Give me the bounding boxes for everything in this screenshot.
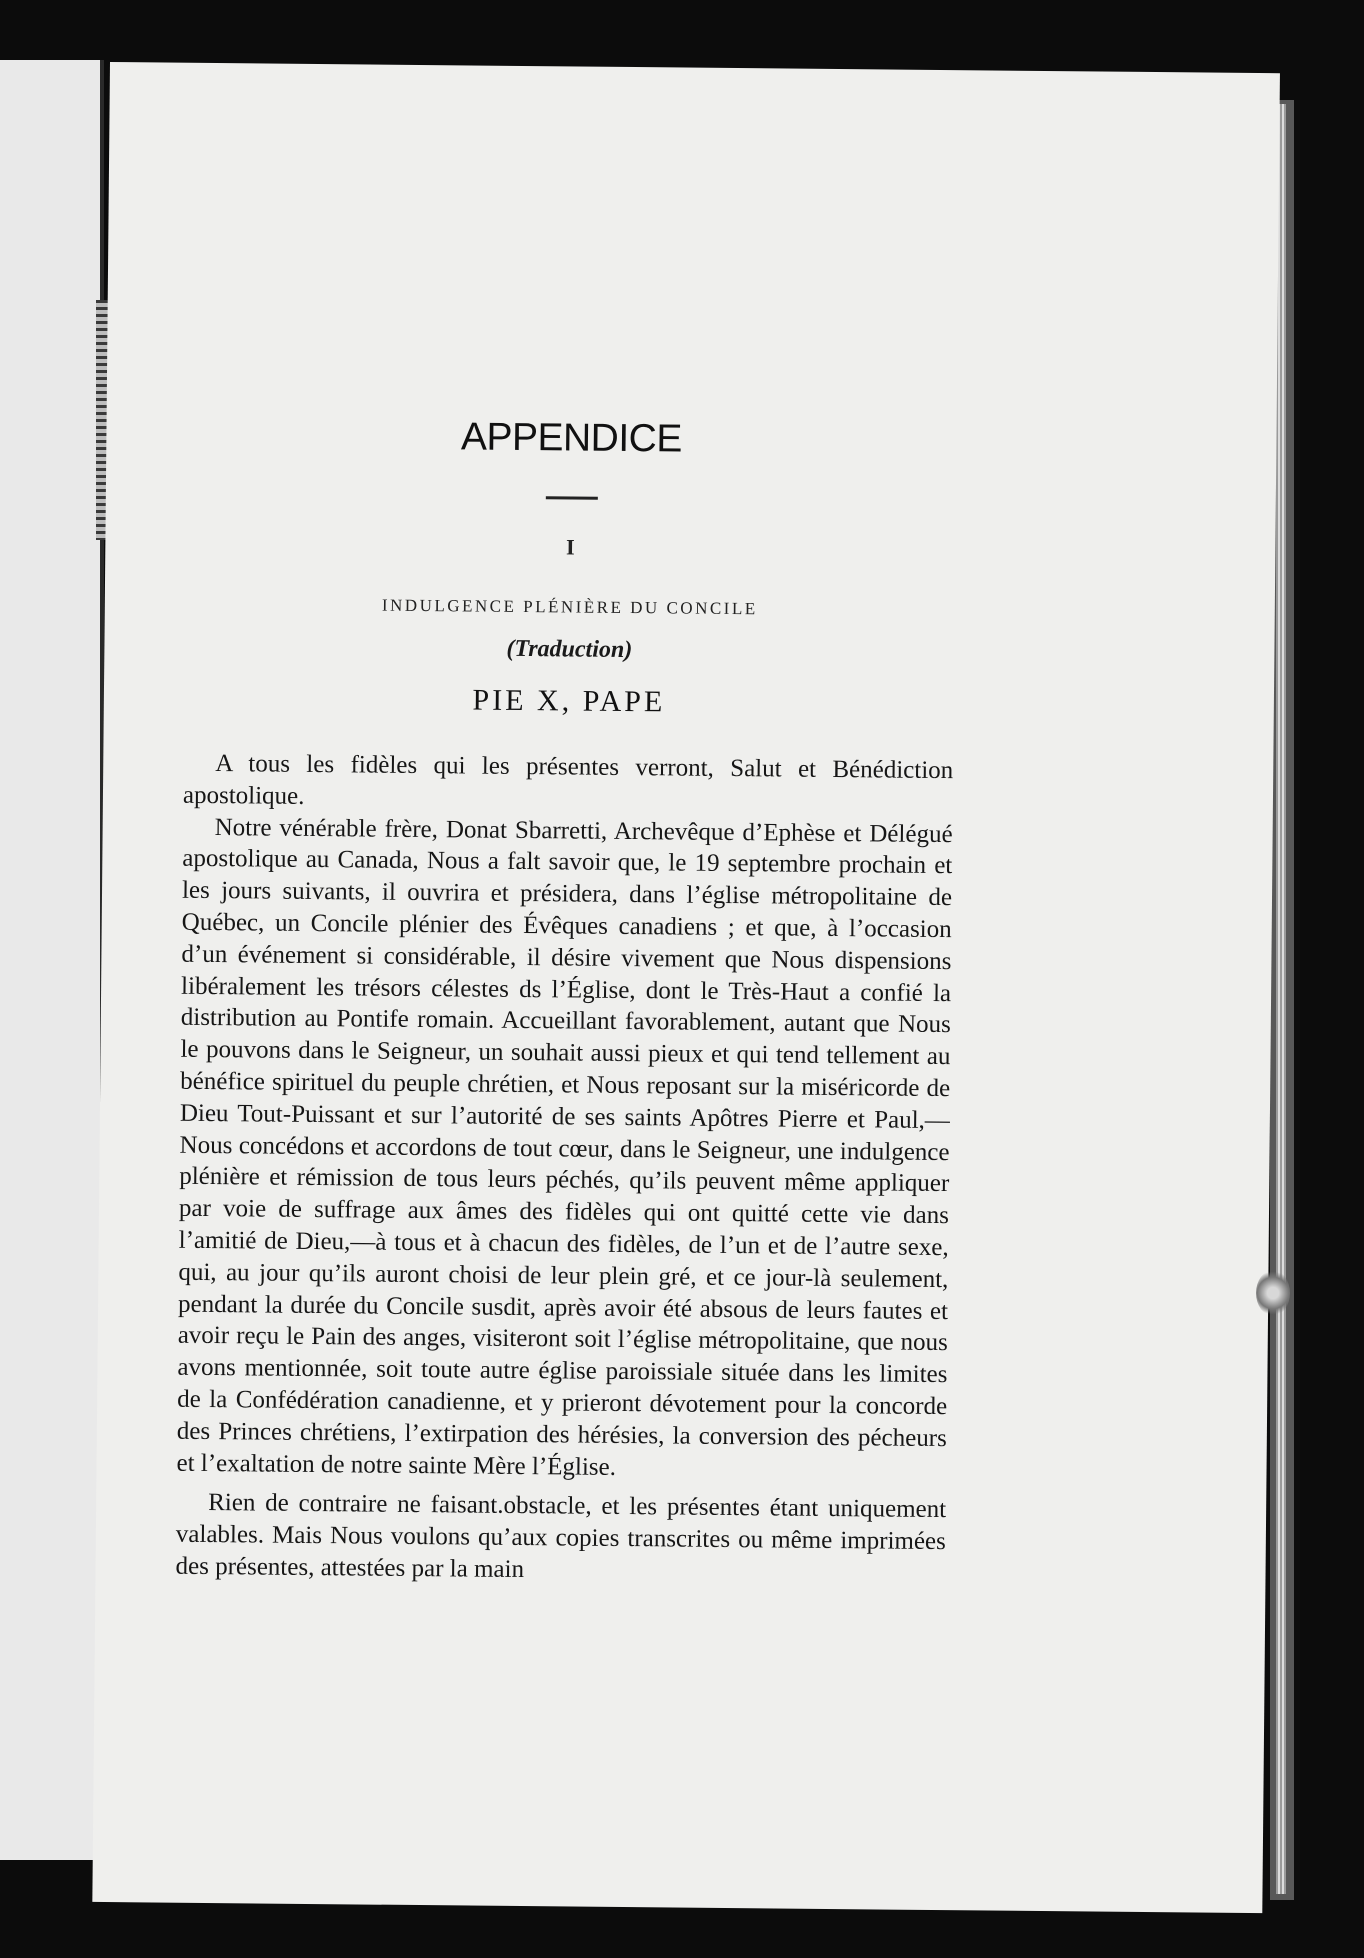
paragraph-closing: Rien de contraire ne faisant.obstacle, et les présentes étant uniquement valables. Mais Nous voulons qu’aux copies transcrites ou même imprimées des présentes, attestées par la main [175, 1489, 947, 1583]
book-page [92, 62, 1280, 1913]
paragraph-salutation: A tous les fidèles qui les présentes verront, Salut et Bénédiction apostolique. [182, 750, 954, 810]
page-content [175, 63, 960, 1583]
section-number: I [565, 534, 575, 560]
section-title: INDULGENCE PLÉNIÈRE DU CONCILE [381, 595, 758, 619]
page-stack-edge [1276, 104, 1286, 1894]
scan-smudge [1256, 1270, 1290, 1316]
body-text [175, 748, 953, 1590]
facing-page-edge [0, 60, 104, 1860]
paragraph-main: Notre vénérable frère, Donat Sbarretti, Archevêque d’Ephèse et Délégué apostolique au Canada, Nous a falt savoir que, le 19 septembre prochain et les jours suivants, il ouvrira et présidera, dans l’église métropolitaine de Québec, un Concile plénier des Évêques canadiens ; et que, à l’occasion d’un événement si considérable, il désire vivement que Nous dispensions libéralement les trésors célestes ds l’Église, dont le Très-Haut a confié la distribution au Pontife romain. Accueillant favorablement, autant que Nous le pouvons dans le Seigneur, un souhait aussi pieux et qui tend tellement au bénéfice spirituel du peuple chrétien, et Nous reposant sur la miséricorde de Dieu Tout-Puissant et sur l’autorité de ses saints Apôtres Pierre et Paul,—Nous concédons et accordons de tout cœur, dans le Seigneur, une indulgence plénière et rémission de tous leurs péchés, qu’ils peuvent même appliquer par voie de suffrage aux âmes des fidèles qui ont quitté cette vie dans l’amitié de Dieu,—à tous et à chacun des fidèles, de l’un et de l’autre sexe, qui, au jour qu’ils auront choisi de leur plein gré, et ce jour-là seulement, pendant la durée du Concile susdit, après avoir été absous de leurs fautes et avoir reçu le Pain des anges, visiteront soit l’église métropolitaine, que nous avons mentionnée, soit toute autre église paroissiale située dans les limites de la Confédération canadienne, et y prieront dévotement pour la concorde des Princes chrétiens, l’extirpation des hérésies, la conversion des pécheurs et l’exaltation de notre sainte Mère l’Église. [176, 813, 953, 1481]
appendix-heading: APPENDICE [460, 415, 683, 461]
pope-title: PIE X, PAPE [472, 683, 666, 719]
translation-note: (Traduction) [506, 635, 633, 664]
heading-rule [546, 496, 598, 499]
